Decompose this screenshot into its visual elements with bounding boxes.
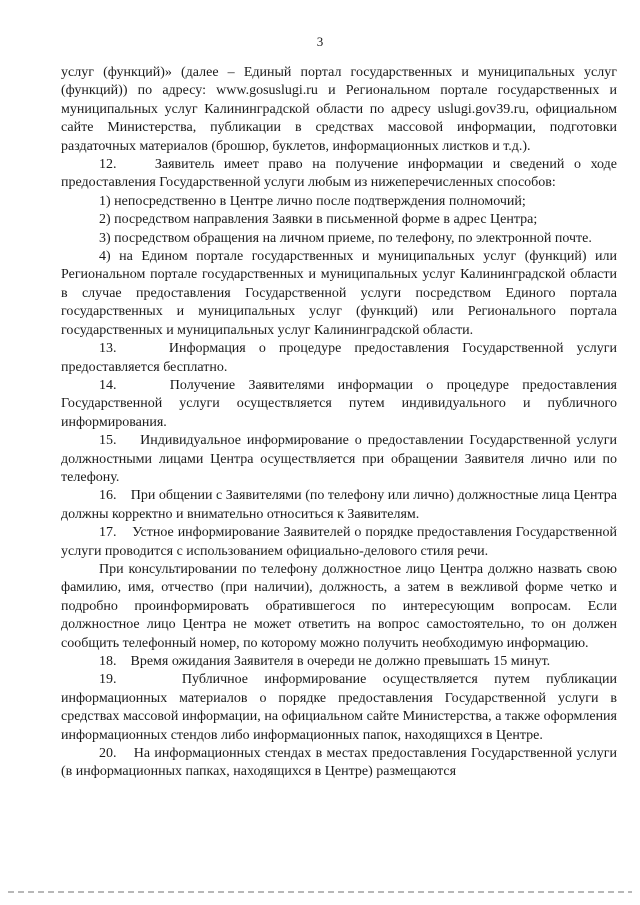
paragraph-12: 12. Заявитель имеет право на получение информации и сведений о ходе предоставления Государственной услуги любым из нижеперечисленных способов: <box>61 157 617 191</box>
paragraph-16: 16. При общении с Заявителями (по телефону или лично) должностные лица Центра должны корректно и внимательно относиться к Заявителям. <box>61 488 617 522</box>
paragraph-17: 17. Устное информирование Заявителей о порядке предоставления Государственной услуги проводится с использованием официально-делового стиля речи. <box>61 525 617 559</box>
scan-footer-line <box>8 891 632 893</box>
paragraph-phone-consulting: При консультировании по телефону должностное лицо Центра должно назвать свою фамилию, имя, отчество (при наличии), должность, а затем в вежливой форме четко и подробно проинформировать обратившегося по интересующим вопросам. Если должностное лицо Центра не может ответить на вопрос самостоятельно, то он должен сообщить телефонный номер, по которому можно получить необходимую информацию. <box>61 561 617 651</box>
paragraph-continuation: услуг (функций)» (далее – Единый портал государственных и муниципальных услуг (функций)) по адресу: www.gosuslugi.ru и Региональном портале государственных и муниципальных услуг Калининградской области по адресу uslugi.gov39.ru, официальном сайте Министерства, публикации в средствах массовой информации, подготовки раздаточных материалов (брошюр, буклетов, информационных листков и т.д.). <box>61 65 617 154</box>
paragraph-18: 18. Время ожидания Заявителя в очереди не должно превышать 15 минут. <box>99 654 551 669</box>
paragraph-13: 13. Информация о процедуре предоставления Государственной услуги предоставляется бесплатно. <box>61 341 617 375</box>
list-item-1: 1) непосредственно в Центре лично после подтверждения полномочий; <box>99 193 526 209</box>
list-item-2: 2) посредством направления Заявки в письменной форме в адрес Центра; <box>99 212 538 228</box>
paragraph-19: 19. Публичное информирование осуществляется путем публикации информационных материалов о порядке предоставления Государственной услуги в средствах массовой информации, на официальном сайте Министерства, а также оформления информационных стендов либо информационных папок, находящихся в Центре. <box>61 672 617 743</box>
paragraph-20: 20. На информационных стендах в местах предоставления Государственной услуги (в информационных папках, находящихся в Центре) размещаются <box>61 746 617 780</box>
paragraph-15: 15. Индивидуальное информирование о предоставлении Государственной услуги должностными лицами Центра осуществляется при обращении Заявителя лично или по телефону. <box>61 433 617 485</box>
paragraph-14: 14. Получение Заявителями информации о процедуре предоставления Государственной услуги осуществляется путем индивидуального и публичного информирования. <box>61 377 617 430</box>
page-number: 3 <box>316 34 324 49</box>
list-item-4: 4) на Едином портале государственных и муниципальных услуг (функций) или Региональном портале государственных и муниципальных услуг Калининградской области в случае предоставления Государственной услуги посредством Единого портала государственных и муниципальных услуг (функций) или Регионального портала государственных и муниципальных услуг Калининградской области. <box>61 249 617 338</box>
document-body <box>61 64 617 782</box>
list-item-3: 3) посредством обращения на личном приеме, по телефону, по электронной почте. <box>99 230 592 246</box>
